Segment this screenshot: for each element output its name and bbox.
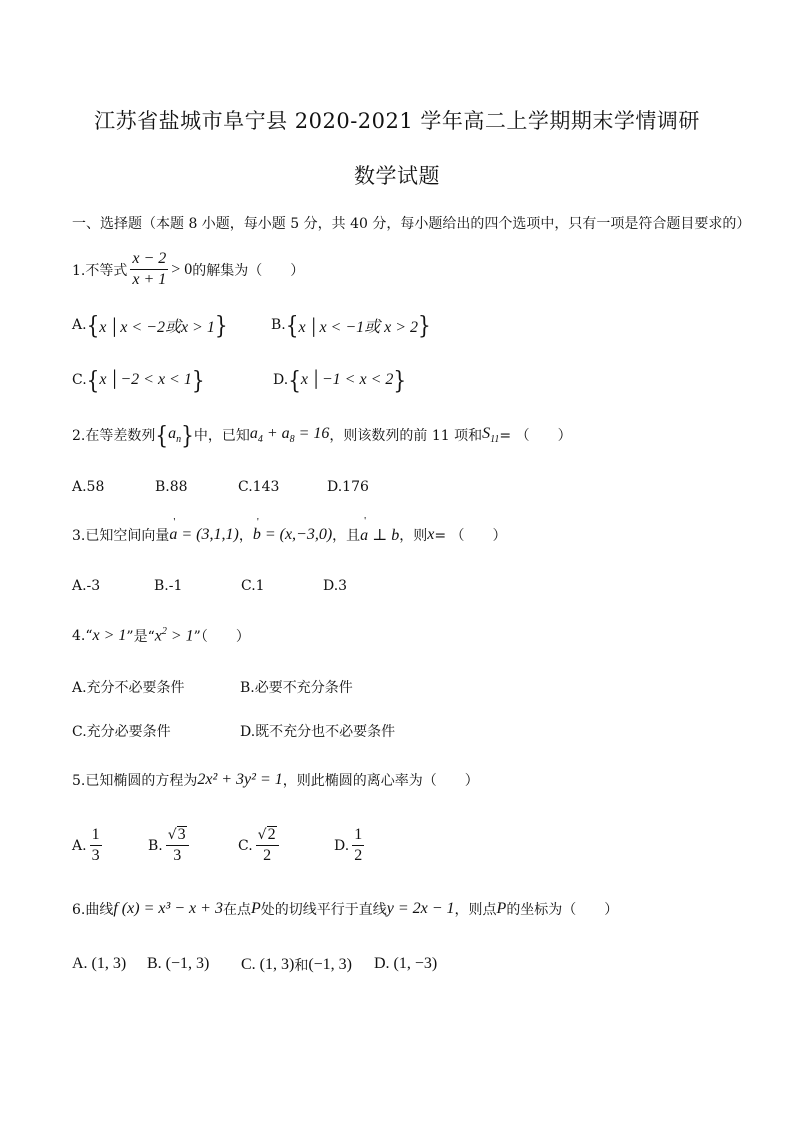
q3-option-d[interactable]: D.3 <box>323 578 348 594</box>
q6-option-a[interactable]: A. (1, 3) <box>72 955 127 972</box>
q1-prefix: 1.不等式 <box>72 262 128 279</box>
option-set: x │−1 < x < 2 <box>300 371 394 388</box>
q6-option-b[interactable]: B. (−1, 3) <box>147 955 210 972</box>
q5-equation: 2x² + 3y² = 1 <box>197 771 283 788</box>
question-3 <box>72 525 507 545</box>
right-brace-icon: } <box>393 365 407 395</box>
q6-mid3: ，则点 <box>454 902 497 918</box>
question-6 <box>72 899 618 919</box>
q6-tail: 的坐标为（ ） <box>506 902 619 918</box>
q4-option-b[interactable]: B.必要不充分条件 <box>240 680 353 696</box>
option-fraction: √ 3 3 <box>166 826 189 865</box>
q4-condition-1: x > 1 <box>92 627 127 644</box>
left-brace-icon: { <box>288 365 301 395</box>
q3-option-c[interactable]: C.1 <box>241 578 265 594</box>
exam-title: 江苏省盐城市阜宁县 2020-2021 学年高二上学期期末学情调研 <box>94 109 700 133</box>
q6-option-c[interactable]: C. (1, 3) 和 (−1, 3) <box>241 956 353 974</box>
option-label: B. <box>148 837 163 854</box>
q3-x: x <box>427 526 435 543</box>
q1-relation: > 0 <box>171 260 193 278</box>
q6-mid2: 处的切线平行于直线 <box>260 902 387 918</box>
right-brace-icon: } <box>181 420 194 450</box>
q4-tail: ”（ ） <box>193 629 250 645</box>
q2-tail: = （ ） <box>499 428 572 444</box>
left-brace-icon: { <box>86 310 100 340</box>
q3-option-b[interactable]: B.-1 <box>154 578 183 594</box>
q2-prefix: 2.在等差数列 <box>72 428 156 444</box>
q3-vector-b: ' b = (x,−3,0) <box>253 526 332 544</box>
q4-condition-2: $x^2 > 1$ <box>154 626 194 645</box>
q1-option-b[interactable] <box>271 310 431 340</box>
q4-option-a[interactable]: A.充分不必要条件 <box>72 680 185 696</box>
option-fraction: $\frac{1}{2}$ <box>354 826 363 864</box>
q4-option-d[interactable]: D.既不充分也不必要条件 <box>240 724 396 740</box>
section-heading: 一、选择题（本题 8 小题，每小题 5 分，共 40 分，每小题给出的四个选项中，只有一项是符合题目要求的） <box>72 216 751 232</box>
option-fraction: $\frac{1}{3}$ <box>91 826 100 864</box>
q2-option-d[interactable]: D.176 <box>327 479 369 495</box>
q5-option-d[interactable] <box>334 826 367 865</box>
question-2 <box>72 420 572 450</box>
q6-point-2: P <box>496 900 507 917</box>
q6-function: f (x) = x³ − x + 3 <box>113 900 223 917</box>
option-label: A. <box>72 837 87 854</box>
option-set: x │−2 < x < 1 <box>99 371 192 388</box>
question-4 <box>72 626 250 646</box>
q5-tail: ，则此椭圆的离心率为（ ） <box>282 773 479 789</box>
option-label: A. <box>72 317 87 333</box>
q5-option-a[interactable] <box>72 826 105 865</box>
left-brace-icon: { <box>86 365 100 395</box>
q1-fraction <box>130 250 168 289</box>
q1-denominator: x + 1 <box>132 271 167 288</box>
option-label: C. <box>72 372 87 388</box>
q6-line: y = 2x − 1 <box>386 900 455 917</box>
q6-option-d[interactable]: D. (1, −3) <box>374 955 438 972</box>
q2-sequence: $a_n$ <box>168 424 182 446</box>
question-5 <box>72 770 479 790</box>
q3-vector-a: ' a = (3,1,1) <box>169 526 238 544</box>
q3-mid2: ，则 <box>399 528 428 544</box>
exam-subtitle: 数学试题 <box>354 164 440 188</box>
q2-option-c[interactable]: C.143 <box>238 479 280 495</box>
q3-perp: ' a ⊥ b <box>360 525 399 545</box>
q1-option-d[interactable] <box>273 365 407 395</box>
q4-option-c[interactable]: C.充分必要条件 <box>72 724 171 740</box>
left-brace-icon: { <box>285 310 299 340</box>
q1-option-a[interactable] <box>72 310 228 340</box>
q5-option-c[interactable] <box>238 826 282 865</box>
q3-mid: ，且 <box>332 528 361 544</box>
option-fraction: √ 2 2 <box>256 826 279 865</box>
q4-mid: ”是“ <box>126 629 155 645</box>
option-label: C. <box>238 837 253 854</box>
q3-option-a[interactable]: A.-3 <box>72 578 101 594</box>
option-label: B. <box>271 317 286 333</box>
option-set: x │x < −2或x > 1 <box>99 318 215 336</box>
option-label: D. <box>273 372 289 388</box>
q2-mid: 中，已知 <box>193 428 250 444</box>
right-brace-icon: } <box>191 365 205 395</box>
q2-option-a[interactable]: A.58 <box>72 479 105 495</box>
q6-point: P <box>250 900 261 917</box>
q2-mid2: ，则该数列的前 11 项和 <box>329 428 483 444</box>
q2-sum: $S_{11}$ <box>482 424 500 446</box>
sqrt-icon: √ 3 <box>167 826 186 843</box>
q4-prefix: 4.“ <box>72 628 93 644</box>
q1-option-c[interactable] <box>72 365 205 395</box>
right-brace-icon: } <box>214 310 228 340</box>
q2-option-b[interactable]: B.88 <box>155 479 188 495</box>
q3-prefix: 3.已知空间向量 <box>72 528 170 544</box>
q3-tail: = （ ） <box>434 528 507 544</box>
sqrt-icon: √ 2 <box>257 826 276 843</box>
q6-prefix: 6.曲线 <box>72 902 114 918</box>
option-label: D. <box>334 837 350 854</box>
q5-option-b[interactable] <box>148 826 192 865</box>
question-1 <box>72 250 304 289</box>
right-brace-icon: } <box>418 310 431 340</box>
q2-condition: $a_4 + a_8 = 16$ <box>249 424 330 446</box>
q3-comma: ， <box>238 528 253 544</box>
q1-suffix: 的解集为（ ） <box>192 262 305 279</box>
q5-prefix: 5.已知椭圆的方程为 <box>72 773 198 789</box>
left-brace-icon: { <box>155 420 169 450</box>
q1-numerator: x − 2 <box>130 250 168 270</box>
option-set: x │x < −1或 x > 2 <box>298 318 419 336</box>
q6-mid: 在点 <box>222 902 251 918</box>
